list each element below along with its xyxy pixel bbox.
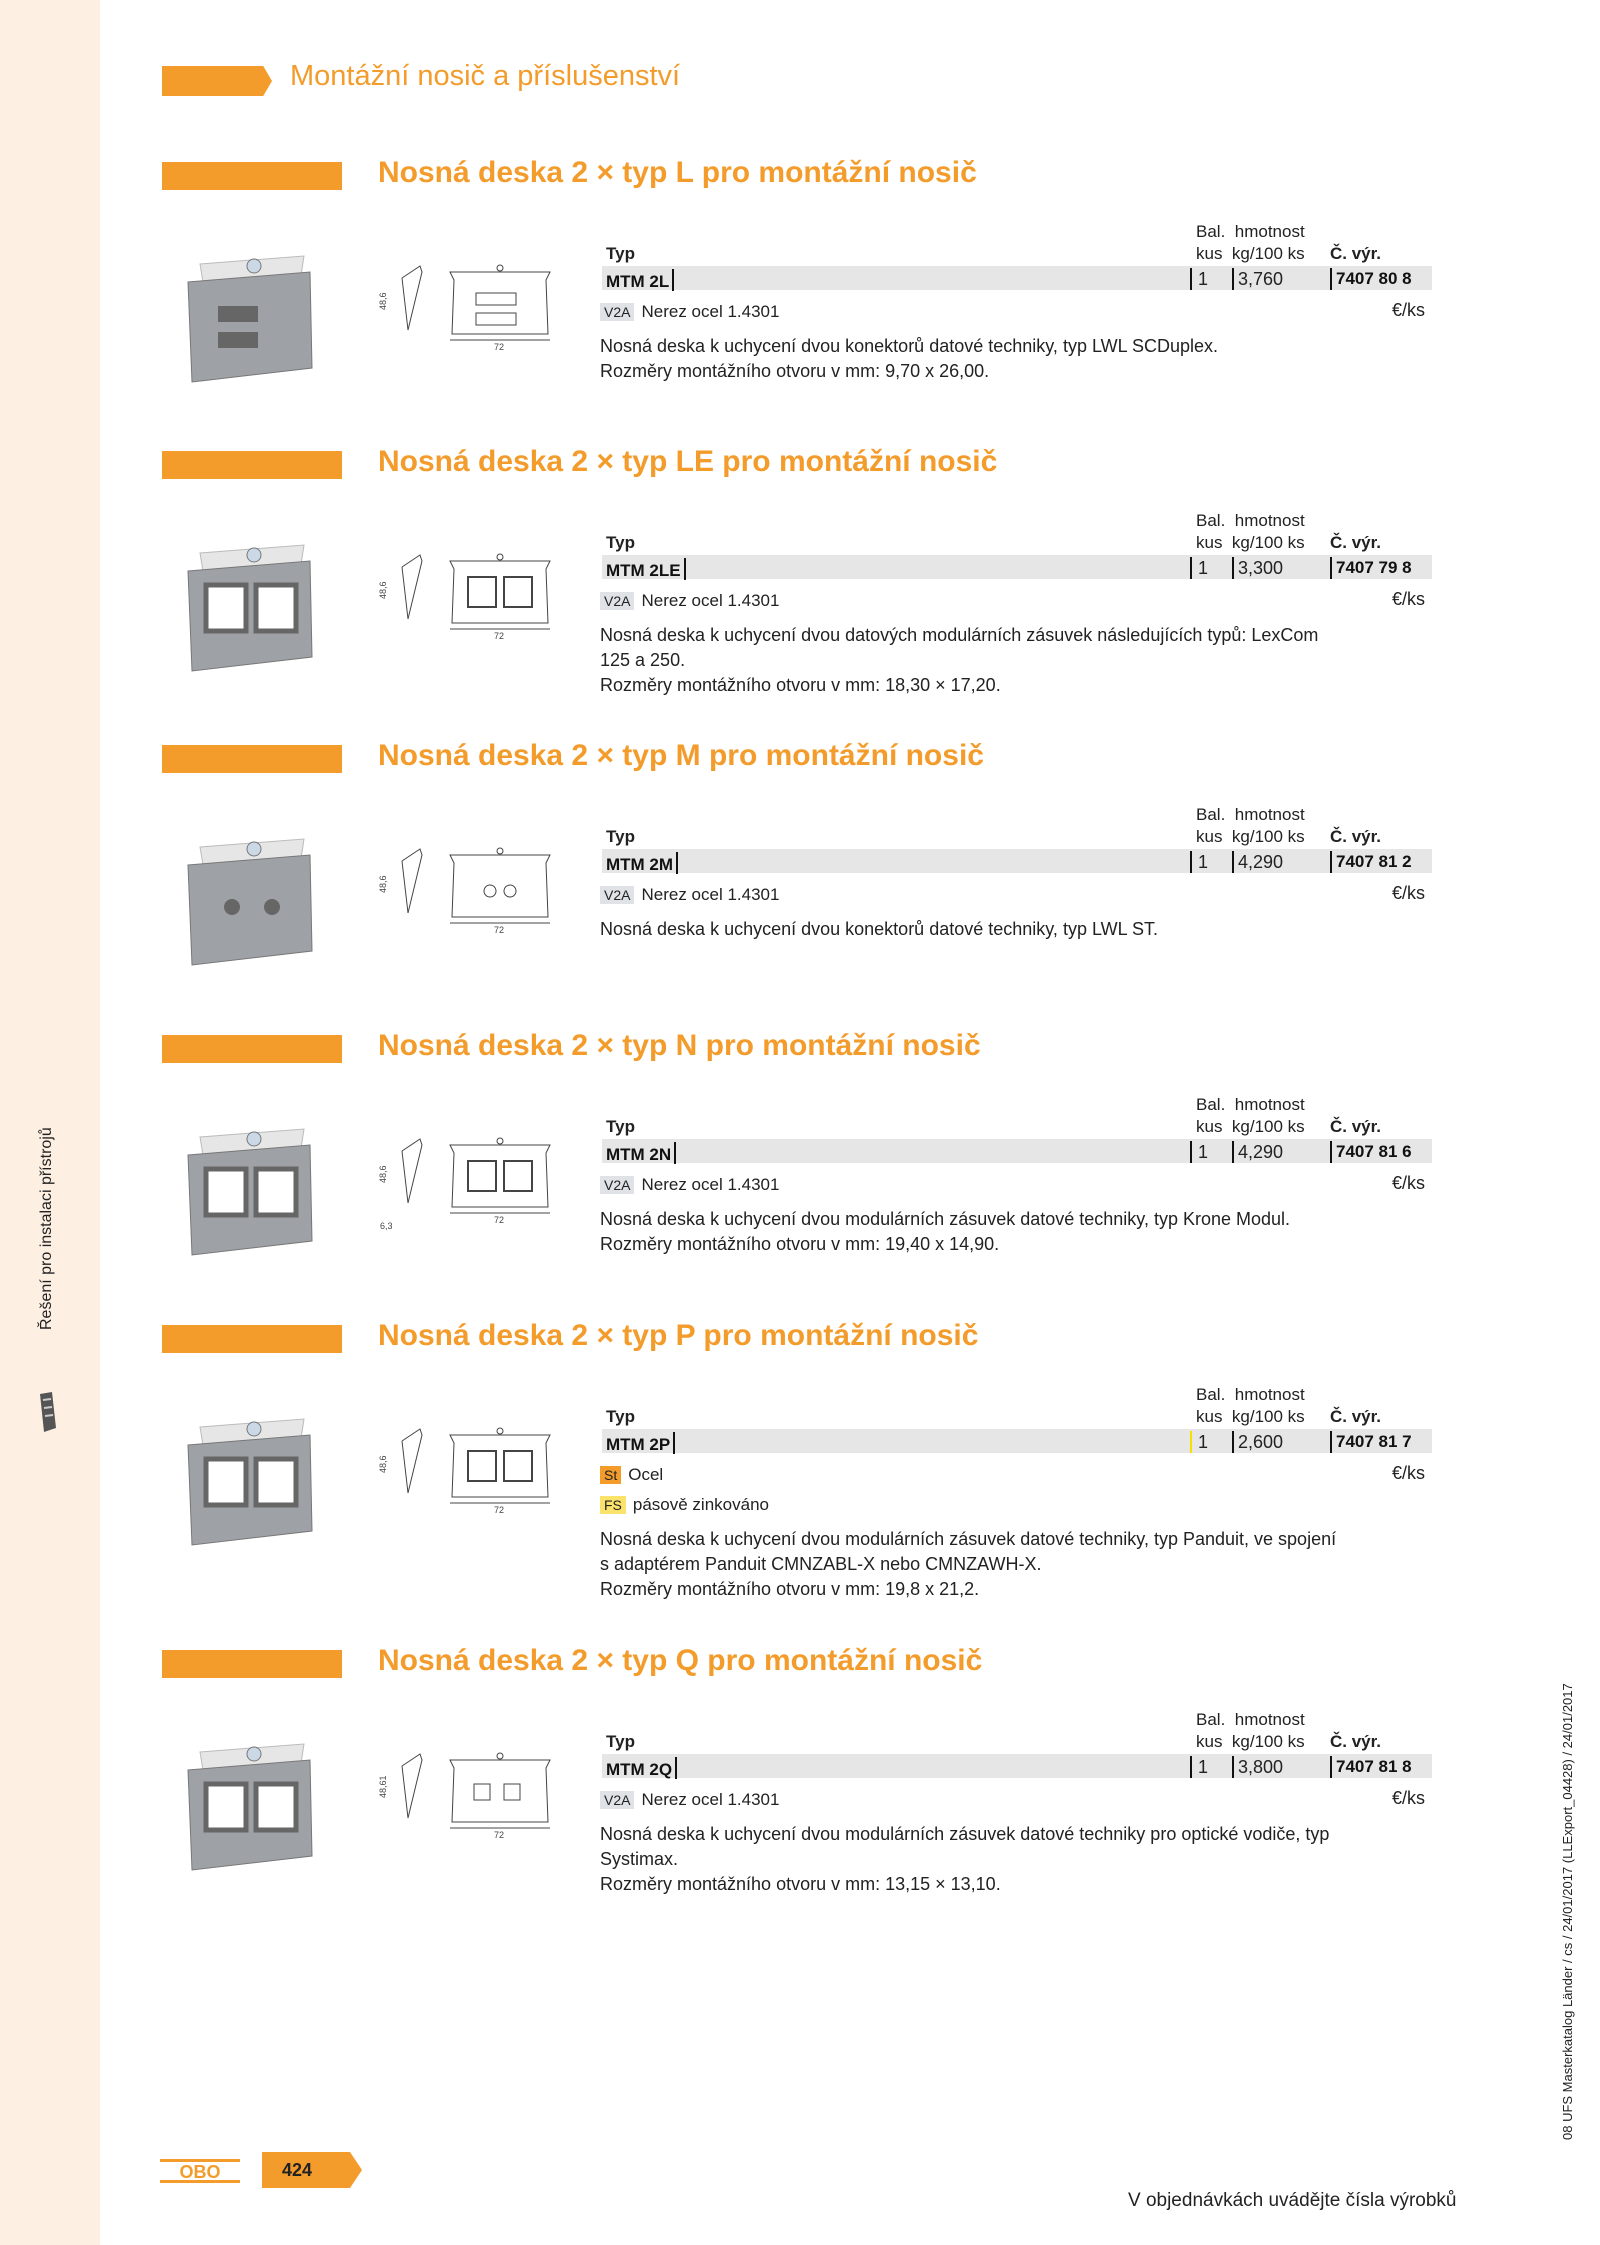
header-article-number: Č. výr. [1330,533,1382,552]
header-kus: kus kg/100 ks [1196,244,1305,263]
product-type: MTM 2N [606,1142,676,1165]
package-quantity: 1 [1198,852,1209,872]
material-code-badge: V2A [600,1176,634,1194]
product-photo [182,819,317,967]
dimension-depth-label: 6,3 [380,1221,393,1231]
header-article-number: Č. výr. [1330,1732,1382,1751]
header-article-number: Č. výr. [1330,1407,1382,1426]
package-quantity: 1 [1198,1142,1209,1162]
catalog-meta: 08 UFS Masterkatalog Länder / cs / 24/01/2017 (LLExport_04428) / 24/01/2017 [1560,1683,1575,2140]
description-line: Nosná deska k uchycení dvou modulárních zásuvek datové techniky, typ Krone Modul. [600,1209,1291,1229]
product-photo [182,1399,317,1547]
obo-logo [160,2158,240,2184]
article-number: 7407 81 6 [1336,1142,1412,1161]
section-title: Nosná deska 2 × typ M pro montážní nosič [378,739,984,772]
product-weight: 3,800 [1238,1757,1284,1777]
section-bar [162,1325,342,1353]
dimension-height-label: 48,6 [378,1165,388,1183]
product-type: MTM 2Q [606,1757,677,1780]
dimension-width-label: 72 [494,1215,505,1225]
column-separator [1190,1431,1192,1453]
product-row [602,1429,1432,1453]
material-row [600,1495,769,1515]
description-line: Systimax. [600,1849,679,1869]
header-bal: Bal. hmotnost [1196,805,1305,824]
product-photo [182,1724,317,1872]
product-weight: 4,290 [1238,852,1284,872]
article-number: 7407 81 2 [1336,852,1412,871]
product-description [600,1207,1440,1257]
product-photo [182,525,317,673]
description-line: Nosná deska k uchycení dvou konektorů datové techniky, typ LWL SCDuplex. [600,336,1218,356]
column-separator [1330,1431,1332,1453]
product-row [602,849,1432,873]
section-bar [162,745,342,773]
description-line: Rozměry montážního otvoru v mm: 9,70 x 26,00. [600,361,990,381]
technical-drawing [380,1131,570,1231]
column-separator [1232,268,1234,290]
logo-text: OBO [179,2162,221,2182]
material-row [600,591,779,611]
section-bar [162,1035,342,1063]
price-unit: €/ks [1392,300,1426,320]
material-row [600,1175,779,1195]
package-quantity: 1 [1198,558,1209,578]
material-label: Nerez ocel 1.4301 [641,302,780,321]
material-code-badge: V2A [600,1791,634,1809]
package-quantity: 1 [1198,269,1209,289]
technical-drawing [380,258,570,358]
product-type: MTM 2L [606,269,674,292]
column-separator [1330,1756,1332,1778]
product-weight: 4,290 [1238,1142,1284,1162]
dimension-height-label: 48,6 [378,1455,388,1473]
column-separator [1190,851,1192,873]
price-unit: €/ks [1392,1463,1426,1483]
material-row [600,1465,663,1485]
material-row [600,1790,779,1810]
header-kus: kus kg/100 ks [1196,1407,1305,1426]
description-line: s adaptérem Panduit CMNZABL-X nebo CMNZAWH-X. [600,1554,1042,1574]
page-title: Montážní nosič a příslušenství [290,60,681,92]
material-label: pásově zinkováno [632,1495,769,1514]
price-unit: €/ks [1392,883,1426,903]
dimension-height-label: 48,6 [378,875,388,893]
product-photo [182,1109,317,1257]
description-line: Rozměry montážního otvoru v mm: 19,40 x 14,90. [600,1234,1000,1254]
dimension-width-label: 72 [494,631,505,641]
column-separator [1330,851,1332,873]
column-separator [1232,557,1234,579]
header-bal: Bal. hmotnost [1196,1095,1305,1114]
product-row [602,555,1432,579]
product-photo [182,236,317,384]
header-kus: kus kg/100 ks [1196,1732,1305,1751]
material-row [600,885,779,905]
header-article-number: Č. výr. [1330,827,1382,846]
column-separator [1232,1756,1234,1778]
material-label: Nerez ocel 1.4301 [641,591,780,610]
side-category-label: Řešení pro instalaci přístrojů [38,1127,55,1330]
material-label: Nerez ocel 1.4301 [641,885,780,904]
left-margin-strip [0,0,100,2245]
dimension-width-label: 72 [494,925,505,935]
section-title: Nosná deska 2 × typ L pro montážní nosič [378,156,977,189]
column-separator [1190,1756,1192,1778]
technical-drawing [380,1421,570,1521]
header-article-number: Č. výr. [1330,244,1382,263]
product-weight: 3,760 [1238,269,1284,289]
description-line: Nosná deska k uchycení dvou konektorů datové techniky, typ LWL ST. [600,919,1158,939]
article-number: 7407 80 8 [1336,269,1412,288]
product-weight: 3,300 [1238,558,1284,578]
product-description [600,1527,1440,1602]
material-code-badge: V2A [600,303,634,321]
dimension-width-label: 72 [494,1830,505,1840]
technical-drawing [380,841,570,941]
material-code-badge: V2A [600,886,634,904]
header-typ: Typ [606,1117,635,1136]
product-row [602,266,1432,290]
column-separator [1232,851,1234,873]
product-type: MTM 2M [606,852,678,875]
column-separator [1232,1141,1234,1163]
device-icon [36,1390,58,1434]
dimension-height-label: 48,6 [378,581,388,599]
product-type: MTM 2LE [606,558,686,581]
header-typ: Typ [606,1732,635,1751]
description-line: Nosná deska k uchycení dvou datových modulárních zásuvek následujících typů: LexCom [600,625,1319,645]
technical-drawing [380,547,570,647]
section-title: Nosná deska 2 × typ P pro montážní nosič [378,1319,979,1352]
header-typ: Typ [606,244,635,263]
section-bar [162,451,342,479]
product-row [602,1139,1432,1163]
material-label: Nerez ocel 1.4301 [641,1175,780,1194]
price-unit: €/ks [1392,1788,1426,1808]
dimension-width-label: 72 [494,1505,505,1515]
product-weight: 2,600 [1238,1432,1284,1452]
material-row [600,302,779,322]
product-type: MTM 2P [606,1432,675,1455]
header-bal: Bal. hmotnost [1196,222,1305,241]
material-code-badge: V2A [600,592,634,610]
package-quantity: 1 [1198,1432,1209,1452]
header-typ: Typ [606,1407,635,1426]
header-typ: Typ [606,533,635,552]
description-line: Rozměry montážního otvoru v mm: 13,15 × 13,10. [600,1874,1001,1894]
material-label: Ocel [628,1465,664,1484]
product-description [600,334,1440,384]
header-bal: Bal. hmotnost [1196,511,1305,530]
package-quantity: 1 [1198,1757,1209,1777]
header-kus: kus kg/100 ks [1196,1117,1305,1136]
product-description [600,1822,1440,1897]
column-separator [1190,268,1192,290]
footer-note: V objednávkách uvádějte čísla výrobků [1128,2190,1457,2211]
product-row [602,1754,1432,1778]
article-number: 7407 81 7 [1336,1432,1412,1451]
price-unit: €/ks [1392,589,1426,609]
section-title: Nosná deska 2 × typ N pro montážní nosič [378,1029,981,1062]
description-line: Nosná deska k uchycení dvou modulárních zásuvek datové techniky pro optické vodiče, typ [600,1824,1330,1844]
header-bal: Bal. hmotnost [1196,1385,1305,1404]
header-article-number: Č. výr. [1330,1117,1382,1136]
description-line: Rozměry montážního otvoru v mm: 18,30 × 17,20. [600,675,1001,695]
description-line: 125 a 250. [600,650,686,670]
section-bar [162,162,342,190]
article-number: 7407 81 8 [1336,1757,1412,1776]
column-separator [1232,1431,1234,1453]
material-label: Nerez ocel 1.4301 [641,1790,780,1809]
material-code-badge: FS [600,1496,626,1514]
section-title: Nosná deska 2 × typ LE pro montážní nosič [378,445,998,478]
header-kus: kus kg/100 ks [1196,827,1305,846]
page-number: 424 [282,2160,313,2180]
material-code-badge: St [600,1466,621,1484]
section-title: Nosná deska 2 × typ Q pro montážní nosič [378,1644,983,1677]
column-separator [1330,1141,1332,1163]
price-unit: €/ks [1392,1173,1426,1193]
dimension-height-label: 48,6 [378,292,388,310]
technical-drawing [380,1746,570,1846]
description-line: Rozměry montážního otvoru v mm: 19,8 x 21,2. [600,1579,980,1599]
article-number: 7407 79 8 [1336,558,1412,577]
description-line: Nosná deska k uchycení dvou modulárních zásuvek datové techniky, typ Panduit, ve spojení [600,1529,1337,1549]
dimension-height-label: 48,61 [378,1775,388,1798]
column-separator [1190,1141,1192,1163]
header-tab [162,66,272,96]
product-description [600,917,1440,942]
product-description [600,623,1440,698]
column-separator [1330,268,1332,290]
column-separator [1330,557,1332,579]
header-typ: Typ [606,827,635,846]
column-separator [1190,557,1192,579]
section-bar [162,1650,342,1678]
dimension-width-label: 72 [494,342,505,352]
header-kus: kus kg/100 ks [1196,533,1305,552]
header-bal: Bal. hmotnost [1196,1710,1305,1729]
